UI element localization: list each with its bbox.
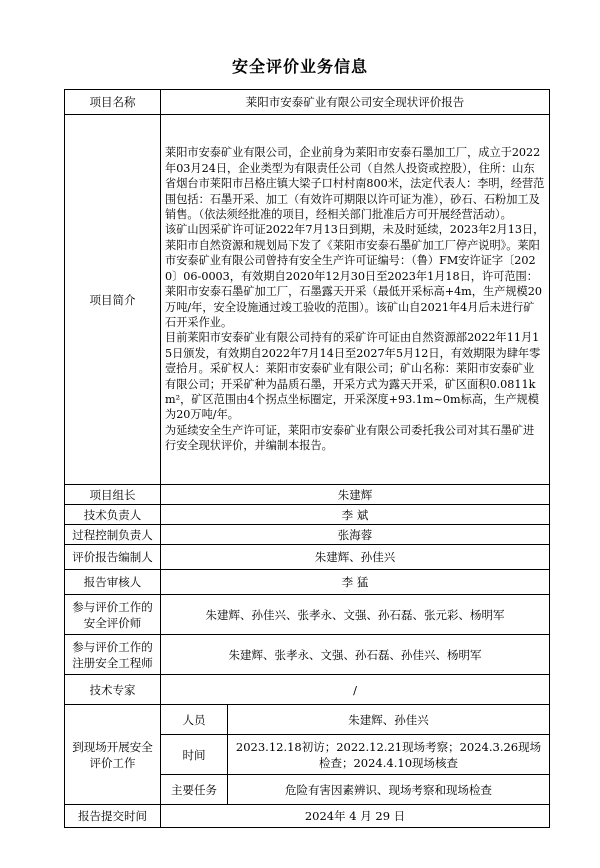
intro-paragraph: 为延续安全生产许可证，莱阳市安泰矿业有限公司委托我公司对其石墨矿进行安全现状评价，并编制本报告。 bbox=[165, 423, 535, 453]
report-reviewer-value: 李 猛 bbox=[161, 570, 550, 595]
safety-engineers-label: 参与评价工作的注册安全工程师 bbox=[65, 635, 161, 675]
team-leader-value: 朱建辉 bbox=[161, 485, 550, 505]
report-author-value: 朱建辉、孙佳兴 bbox=[161, 545, 550, 570]
project-name-value: 莱阳市安泰矿业有限公司安全现状评价报告 bbox=[161, 90, 550, 115]
row-safety-engineers bbox=[65, 635, 550, 675]
info-table bbox=[64, 89, 550, 828]
submit-time-label: 报告提交时间 bbox=[65, 805, 161, 828]
row-process-lead bbox=[65, 525, 550, 545]
row-safety-evaluators bbox=[65, 595, 550, 635]
row-report-author bbox=[65, 545, 550, 570]
row-report-reviewer bbox=[65, 570, 550, 595]
row-site-personnel bbox=[65, 705, 550, 735]
tech-expert-label: 技术专家 bbox=[65, 675, 161, 705]
project-intro-value bbox=[161, 115, 550, 485]
row-project-name bbox=[65, 90, 550, 115]
team-leader-label: 项目组长 bbox=[65, 485, 161, 505]
submit-time-value: 2024年 4 月 29 日 bbox=[161, 805, 550, 828]
process-lead-label: 过程控制负责人 bbox=[65, 525, 161, 545]
site-tasks-label: 主要任务 bbox=[161, 775, 228, 805]
intro-paragraph: 该矿山因采矿许可证2022年7月13日到期，未及时延续，2023年2月13日，莱阳市自然资源和规划局下发了《莱阳市安泰石墨矿加工厂停产说明》。莱阳市安泰矿业有限公司曾持有安全生产许可证编号：（鲁）FM安许证字〔2020〕06-0003，有效期自2020年12月30日至2023年1月18日，许可范围：莱阳市安泰石墨矿加工厂，石墨露天开采（最低开采标高+4m，生产规模20万吨/年，安全设施通过竣工验收的范围）。该矿山自2021年4月后未进行矿石开采作业。 bbox=[165, 223, 545, 329]
tech-expert-value: / bbox=[161, 675, 550, 705]
report-author-label: 评价报告编制人 bbox=[65, 545, 161, 570]
tech-lead-label: 技术负责人 bbox=[65, 505, 161, 525]
site-personnel-label: 人员 bbox=[161, 705, 228, 735]
intro-paragraph: 目前莱阳市安泰矿业有限公司持有的采矿许可证由自然资源部2022年11月15日颁发，有效期自2022年7月14日至2027年5月12日，有效期限为肆年零壹拾月。采矿权人：莱阳市安泰矿业有限公司；矿山名称：莱阳市安泰矿业有限公司；开采矿种为晶质石墨，开采方式为露天开采，矿区面积0.0811km²，矿区范围由4个拐点坐标圈定，开采深度+93.1m~0m标高，生产规模为20万吨/年。 bbox=[165, 331, 541, 422]
site-work-label: 到现场开展安全评价工作 bbox=[65, 705, 161, 805]
project-intro-label: 项目简介 bbox=[65, 115, 161, 485]
report-reviewer-label: 报告审核人 bbox=[65, 570, 161, 595]
page-title: 安全评价业务信息 bbox=[231, 57, 368, 76]
row-team-leader bbox=[65, 485, 550, 505]
row-submit-time bbox=[65, 805, 550, 828]
process-lead-value: 张海蓉 bbox=[161, 525, 550, 545]
row-tech-expert bbox=[65, 675, 550, 705]
row-tech-lead bbox=[65, 505, 550, 525]
project-name-label: 项目名称 bbox=[65, 90, 161, 115]
site-tasks-value: 危险有害因素辨识、现场考察和现场检查 bbox=[228, 775, 550, 805]
safety-evaluators-label: 参与评价工作的安全评价师 bbox=[65, 595, 161, 635]
tech-lead-value: 李 斌 bbox=[161, 505, 550, 525]
row-project-intro bbox=[65, 115, 550, 485]
safety-engineers-value: 朱建辉、张孝永、文强、孙石磊、孙佳兴、杨明军 bbox=[161, 635, 550, 675]
site-time-value: 2023.12.18初访；2022.12.21现场考察；2024.3.26现场检查；2024.4.10现场核查 bbox=[228, 735, 550, 775]
safety-evaluators-value: 朱建辉、孙佳兴、张孝永、文强、孙石磊、张元彩、杨明军 bbox=[161, 595, 550, 635]
intro-paragraph: 莱阳市安泰矿业有限公司，企业前身为莱阳市安泰石墨加工厂，成立于2022年03月24日，企业类型为有限责任公司（自然人投资或控股），住所：山东省烟台市莱阳市吕格庄镇大梁子口村村南800米，法定代表人：李明，经营范围包括：石墨开采、加工（有效许可期限以许可证为准），砂石、石粉加工及销售。（依法须经批准的项目，经相关部门批准后方可开展经营活动）。 bbox=[165, 146, 545, 222]
site-time-label: 时间 bbox=[161, 735, 228, 775]
site-personnel-value: 朱建辉、孙佳兴 bbox=[228, 705, 550, 735]
